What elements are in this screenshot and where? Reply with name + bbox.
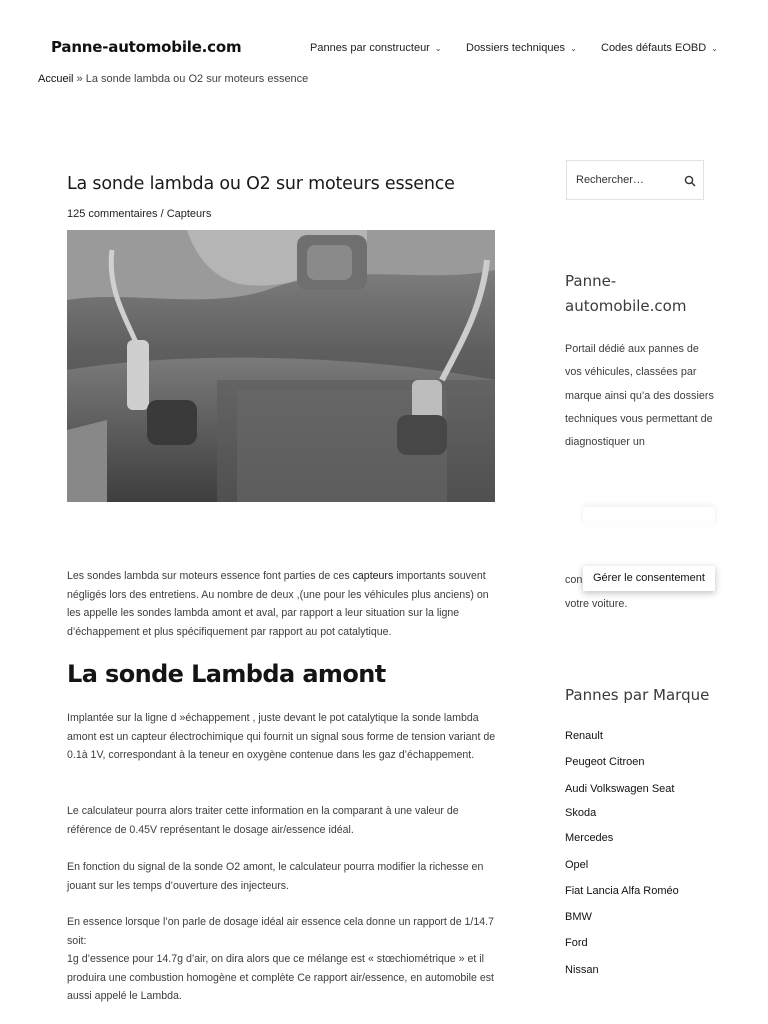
featured-image — [67, 230, 495, 502]
paragraph-4 — [67, 913, 497, 1006]
nav-item-dossiers-techniques[interactable] — [466, 42, 577, 54]
brand-link-fiat-lancia-alfa[interactable]: Fiat Lancia Alfa Roméo — [565, 885, 679, 897]
brand-link-nissan[interactable]: Nissan — [565, 964, 599, 976]
consent-banner-edge — [583, 507, 715, 525]
chevron-down-icon: ⌄ — [711, 44, 718, 53]
about-widget-text: Portail dédié aux pannes de vos véhicules, classées par marque ainsi qu’a des dossiers techniques vous permettant de diagnostiquer un — [565, 343, 714, 449]
paragraph-4-line-2: 1g d’essence pour 14.7g d’air, on dira alors que ce mélange est « stœchiométrique » et il produira une combustion homogène et complète Ce rapport air/essence, en automobile est aussi appelé le Lambda. — [67, 953, 494, 1003]
article-title: La sonde lambda ou O2 sur moteurs essence — [67, 174, 455, 194]
nav-item-label: Dossiers techniques — [466, 42, 566, 54]
brand-link-audi-volkswagen-seat[interactable]: Audi Volkswagen Seat — [565, 783, 675, 795]
intro-paragraph — [67, 567, 497, 641]
intro-text-start: Les sondes lambda sur moteurs essence font parties de ces — [67, 570, 350, 582]
about-widget-title: Panne-automobile.com — [565, 272, 687, 315]
comments-link[interactable]: 125 commentaires — [67, 208, 158, 220]
article-meta — [67, 208, 211, 220]
paragraph-1: Implantée sur la ligne d »échappement , juste devant le pot catalytique la sonde lambda amont est un capteur électrochimique qui fournit un signal sous forme de tension variant de 0.1à 1V, correspondant à la teneur en oxygène contenue dans les gaz d’échappement. — [67, 712, 496, 762]
about-fragment-2: votre voiture. — [565, 597, 628, 610]
breadcrumb-current: La sonde lambda ou O2 sur moteurs essence — [85, 73, 309, 85]
nav-item-pannes-constructeur[interactable] — [310, 42, 442, 54]
search-form — [566, 160, 704, 200]
breadcrumb-home-link[interactable]: Accueil — [38, 73, 74, 85]
brand-link-opel[interactable]: Opel — [565, 859, 589, 871]
capteurs-link[interactable]: capteurs — [352, 570, 394, 582]
paragraph-2: Le calculateur pourra alors traiter cette information en la comparant à une valeur de référence de 0.45V représentant le dosage air/essence idéal. — [67, 805, 459, 836]
nav-item-label: Codes défauts EOBD — [601, 42, 707, 54]
site-title-link[interactable]: Panne-automobile.com — [51, 38, 242, 56]
section-heading-sonde-amont: La sonde Lambda amont — [67, 660, 386, 688]
category-link[interactable]: Capteurs — [166, 208, 212, 220]
brand-link-mercedes[interactable]: Mercedes — [565, 832, 614, 844]
paragraph-3: En fonction du signal de la sonde O2 amont, le calculateur pourra modifier la richesse en jouant sur les temps d’ouverture des injecteurs. — [67, 861, 484, 892]
brand-link-skoda[interactable]: Skoda — [565, 807, 597, 819]
brand-link-ford[interactable]: Ford — [565, 937, 588, 949]
nav-item-codes-defauts[interactable] — [601, 42, 718, 54]
meta-separator: / — [160, 208, 164, 220]
breadcrumb — [38, 73, 308, 85]
brand-link-renault[interactable]: Renault — [565, 730, 603, 742]
manage-consent-button[interactable]: Gérer le consentement — [583, 566, 715, 591]
search-input[interactable] — [576, 171, 676, 189]
breadcrumb-separator: » — [76, 73, 83, 85]
search-icon[interactable] — [684, 175, 696, 187]
brands-widget-title: Pannes par Marque — [565, 686, 710, 704]
chevron-down-icon: ⌄ — [570, 44, 577, 53]
nav-item-label: Pannes par constructeur — [310, 42, 430, 54]
paragraph-4-line-1: En essence lorsque l’on parle de dosage idéal air essence cela donne un rapport de 1/14.7 soit: — [67, 916, 494, 947]
chevron-down-icon: ⌄ — [434, 44, 442, 53]
intro-text-end: importants souvent négligés lors des entretiens. Au nombre de deux ,(une pour les véhicules plus anciens) on les appelle les sondes lambda amont et aval, par rapport a leur situation sur la ligne d’échappement et plus spécifiquement par rapport au pot catalytique. — [67, 570, 489, 638]
main-navigation — [0, 42, 768, 58]
about-fragment-1: con — [565, 574, 583, 586]
brand-link-bmw[interactable]: BMW — [565, 911, 592, 923]
brand-link-peugeot-citroen[interactable]: Peugeot Citroen — [565, 756, 645, 768]
